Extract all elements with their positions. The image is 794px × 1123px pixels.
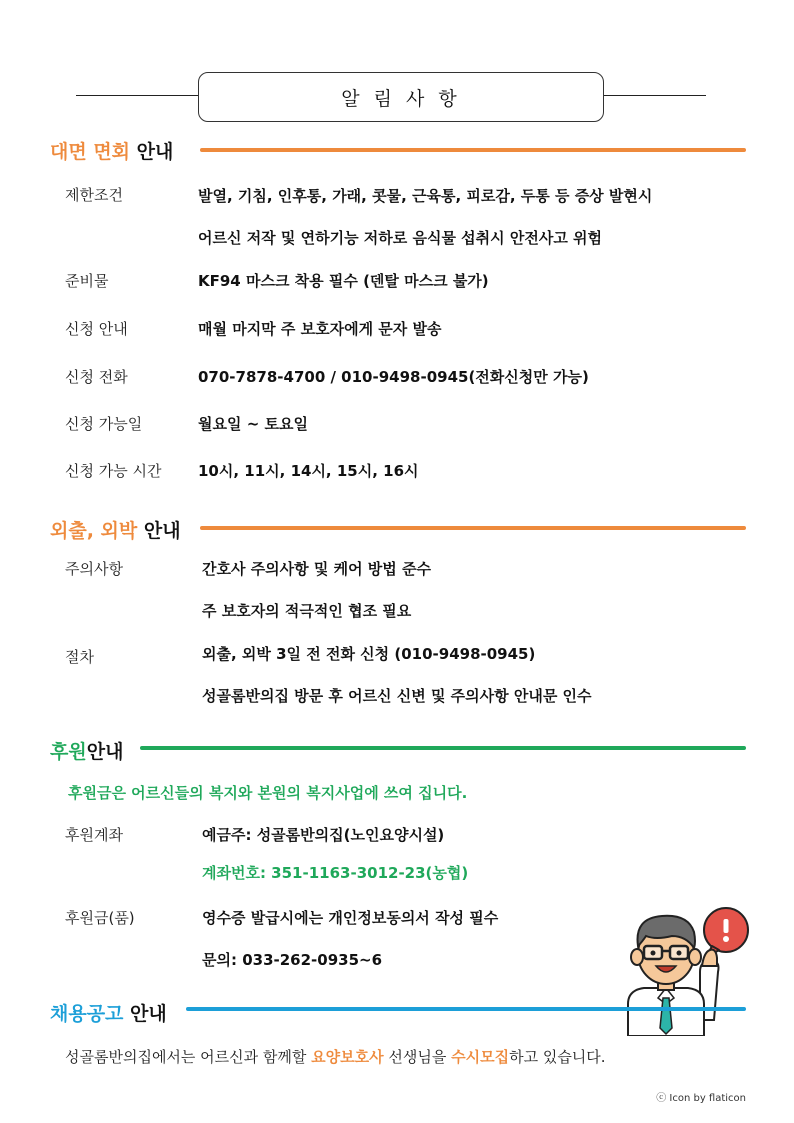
title-rule-right xyxy=(604,95,706,96)
row-value: 간호사 주의사항 및 케어 방법 준수 xyxy=(202,560,431,578)
row-value: 문의: 033-262-0935~6 xyxy=(202,951,383,969)
row-value: 매월 마지막 주 보호자에게 문자 발송 xyxy=(198,320,442,338)
section-rule-outing xyxy=(200,526,746,530)
row-value: 주 보호자의 적극적인 협조 필요 xyxy=(202,602,412,620)
row-value: 영수증 발급시에는 개인정보동의서 작성 필수 xyxy=(202,909,499,927)
section-heading-visit xyxy=(50,137,173,164)
hiring-text-part: 성골롬반의집에서는 어르신과 함께할 xyxy=(65,1048,312,1066)
support-intro: 후원금은 어르신들의 복지와 본원의 복지사업에 쓰여 집니다. xyxy=(68,784,468,802)
row-value: 예금주: 성골롬반의집(노인요양시설) xyxy=(202,826,445,844)
copyright-icon: ⓒ xyxy=(656,1093,667,1104)
section-heading-hiring xyxy=(50,999,167,1026)
row-label: 후원금(품) xyxy=(65,909,135,927)
icon-credit xyxy=(656,1089,746,1104)
section-heading-outing-rest: 안내 xyxy=(137,520,181,542)
section-heading-outing-accent: 외출, 외박 xyxy=(50,520,138,542)
section-heading-support xyxy=(50,737,123,764)
section-rule-support xyxy=(140,746,746,750)
section-rule-visit xyxy=(200,148,746,152)
row-value: 발열, 기침, 인후통, 가래, 콧물, 근육통, 피로감, 두통 등 증상 발현시 xyxy=(198,187,653,205)
row-label: 후원계좌 xyxy=(65,826,123,844)
hiring-text xyxy=(65,1046,606,1067)
section-heading-hiring-accent: 채용공고 xyxy=(50,1003,124,1025)
title-rule-left xyxy=(76,95,198,96)
section-heading-hiring-rest: 안내 xyxy=(123,1003,167,1025)
section-heading-support-accent: 후원 xyxy=(50,741,87,763)
hiring-text-part: 하고 있습니다. xyxy=(509,1048,606,1066)
row-value-account: 계좌번호: 351-1163-3012-23(농협) xyxy=(202,864,469,882)
row-label: 제한조건 xyxy=(65,186,123,204)
section-heading-visit-rest: 안내 xyxy=(130,141,174,163)
row-label: 신청 가능 시간 xyxy=(65,462,162,480)
page-title-text: 알 림 사 항 xyxy=(341,87,461,110)
section-heading-outing xyxy=(50,516,181,543)
row-label: 주의사항 xyxy=(65,560,123,578)
hiring-highlight-recruit: 수시모집 xyxy=(451,1048,510,1066)
row-label: 준비물 xyxy=(65,272,109,290)
row-value: 어르신 저작 및 연하기능 저하로 음식물 섭취시 안전사고 위험 xyxy=(198,229,603,247)
section-heading-support-rest: 안내 xyxy=(86,741,124,763)
row-value: 성골롬반의집 방문 후 어르신 신변 및 주의사항 안내문 인수 xyxy=(202,687,592,705)
icon-credit-text: Icon by flaticon xyxy=(669,1093,746,1104)
man-with-exclamation-speech-bubble-icon xyxy=(622,902,754,1036)
section-rule-hiring xyxy=(186,1007,746,1011)
hiring-highlight-caregiver: 요양보호사 xyxy=(311,1048,384,1066)
hiring-text-part: 선생님을 xyxy=(383,1048,452,1066)
row-value: KF94 마스크 착용 필수 (덴탈 마스크 불가) xyxy=(198,272,489,290)
row-label: 신청 가능일 xyxy=(65,415,143,433)
section-heading-visit-accent: 대면 면회 xyxy=(50,141,131,163)
row-value: 10시, 11시, 14시, 15시, 16시 xyxy=(198,462,419,480)
page-title xyxy=(198,72,604,122)
row-label: 신청 전화 xyxy=(65,368,128,386)
row-value: 월요일 ~ 토요일 xyxy=(198,415,308,433)
row-label: 절차 xyxy=(65,648,94,666)
row-label: 신청 안내 xyxy=(65,320,128,338)
row-value: 외출, 외박 3일 전 전화 신청 (010-9498-0945) xyxy=(202,645,536,663)
row-value: 070-7878-4700 / 010-9498-0945(전화신청만 가능) xyxy=(198,368,589,386)
